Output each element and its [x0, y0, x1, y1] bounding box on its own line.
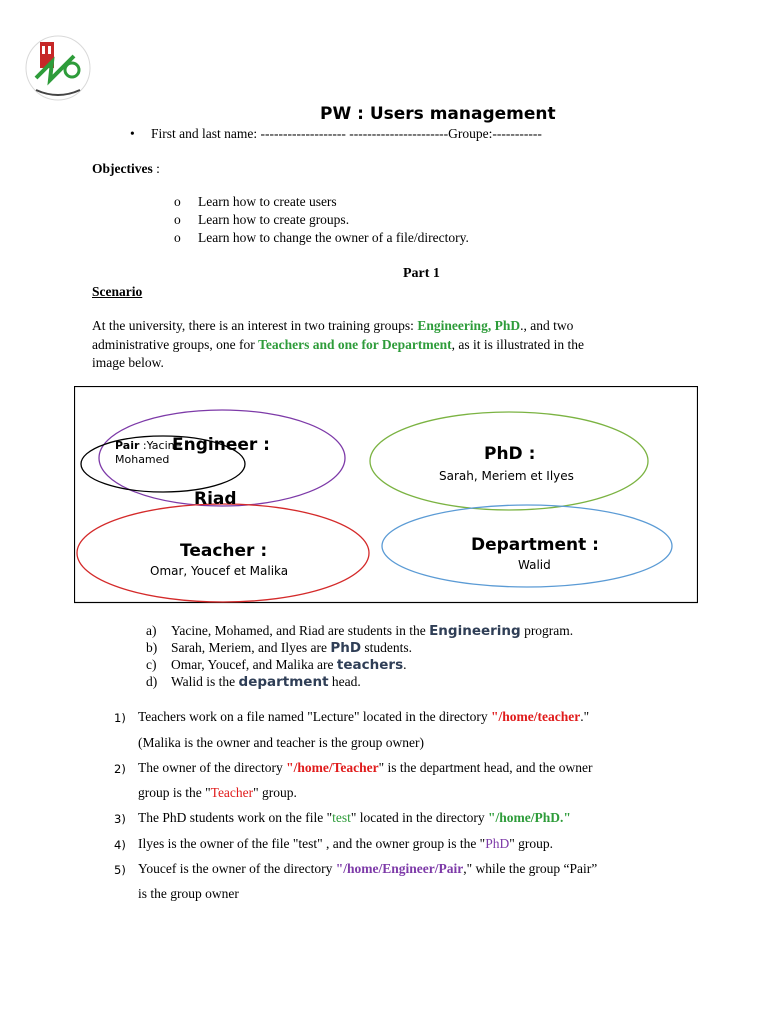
phd-title: PhD :	[484, 444, 536, 464]
groups-diagram	[74, 386, 698, 604]
letter-item-marker: c)	[146, 657, 157, 672]
intro-line-1: At the university, there is an interest in two training groups: Engineering, PhD., and two	[92, 318, 574, 333]
objective-item: o	[174, 212, 181, 227]
letter-item: Yacine, Mohamed, and Riad are students in the Engineering program.	[171, 623, 574, 639]
objectives-heading: Objectives :	[92, 161, 160, 176]
letter-item: Walid is the department head.	[171, 674, 361, 690]
scenario-heading: Scenario	[92, 284, 143, 299]
numbered-item: Ilyes is the owner of the file "test" , and the owner group is the "PhD" group.	[138, 836, 553, 851]
letter-item: Omar, Youcef, and Malika are teachers.	[171, 657, 407, 673]
name-line-text: First and last name: ------------------- ----------------------Groupe:-----------	[151, 126, 542, 141]
riad-label: Riad	[194, 489, 237, 509]
department-members: Walid	[518, 558, 551, 572]
phd-members: Sarah, Meriem et Ilyes	[439, 469, 574, 483]
intro-line-2: administrative groups, one for Teachers and one for Department, as it is illustrated in the	[92, 337, 584, 352]
objective-item-text: Learn how to change the owner of a file/directory.	[198, 230, 469, 245]
numbered-item-marker: 2)	[114, 762, 126, 776]
numbered-item: Youcef is the owner of the directory "/home/Engineer/Pair," while the group “Pair”	[138, 861, 598, 876]
intro-line-3: image below.	[92, 355, 164, 370]
objective-item-text: Learn how to create groups.	[198, 212, 350, 227]
numbered-item: The owner of the directory "/home/Teacher" is the department head, and the owner	[138, 760, 593, 775]
part-heading: Part 1	[403, 266, 440, 281]
numbered-item-cont: (Malika is the owner and teacher is the group owner)	[138, 735, 425, 750]
page-title: PW : Users management	[320, 104, 556, 124]
numbered-item: The PhD students work on the file "test" located in the directory "/home/PhD."	[138, 810, 571, 825]
numbered-item: Teachers work on a file named "Lecture" located in the directory "/home/teacher."	[138, 709, 590, 724]
numbered-item-cont: group is the "Teacher" group.	[138, 785, 297, 800]
numbered-item-marker: 4)	[114, 838, 126, 852]
teacher-title: Teacher :	[180, 541, 268, 561]
objective-item-text: Learn how to create users	[198, 194, 337, 209]
objective-item: o	[174, 230, 181, 245]
numbered-item-cont: is the group owner	[138, 886, 239, 901]
numbered-item-marker: 1)	[114, 711, 126, 725]
letter-item-marker: b)	[146, 640, 158, 655]
pair-members-2: Mohamed	[115, 453, 170, 466]
numbered-item-marker: 5)	[114, 863, 126, 877]
numbered-item-marker: 3)	[114, 812, 126, 826]
department-title: Department :	[471, 535, 599, 555]
university-logo	[22, 34, 94, 106]
teacher-members: Omar, Youcef et Malika	[150, 564, 289, 578]
objective-item: o	[174, 194, 181, 209]
engineer-title: Engineer :	[172, 435, 270, 455]
letter-item: Sarah, Meriem, and Ilyes are PhD students.	[171, 640, 413, 656]
name-line	[130, 126, 135, 142]
bullet-icon: •	[130, 126, 135, 141]
letter-item-marker: a)	[146, 623, 157, 638]
pair-members: Pair :Yacine	[115, 439, 182, 452]
letter-item-marker: d)	[146, 674, 158, 689]
